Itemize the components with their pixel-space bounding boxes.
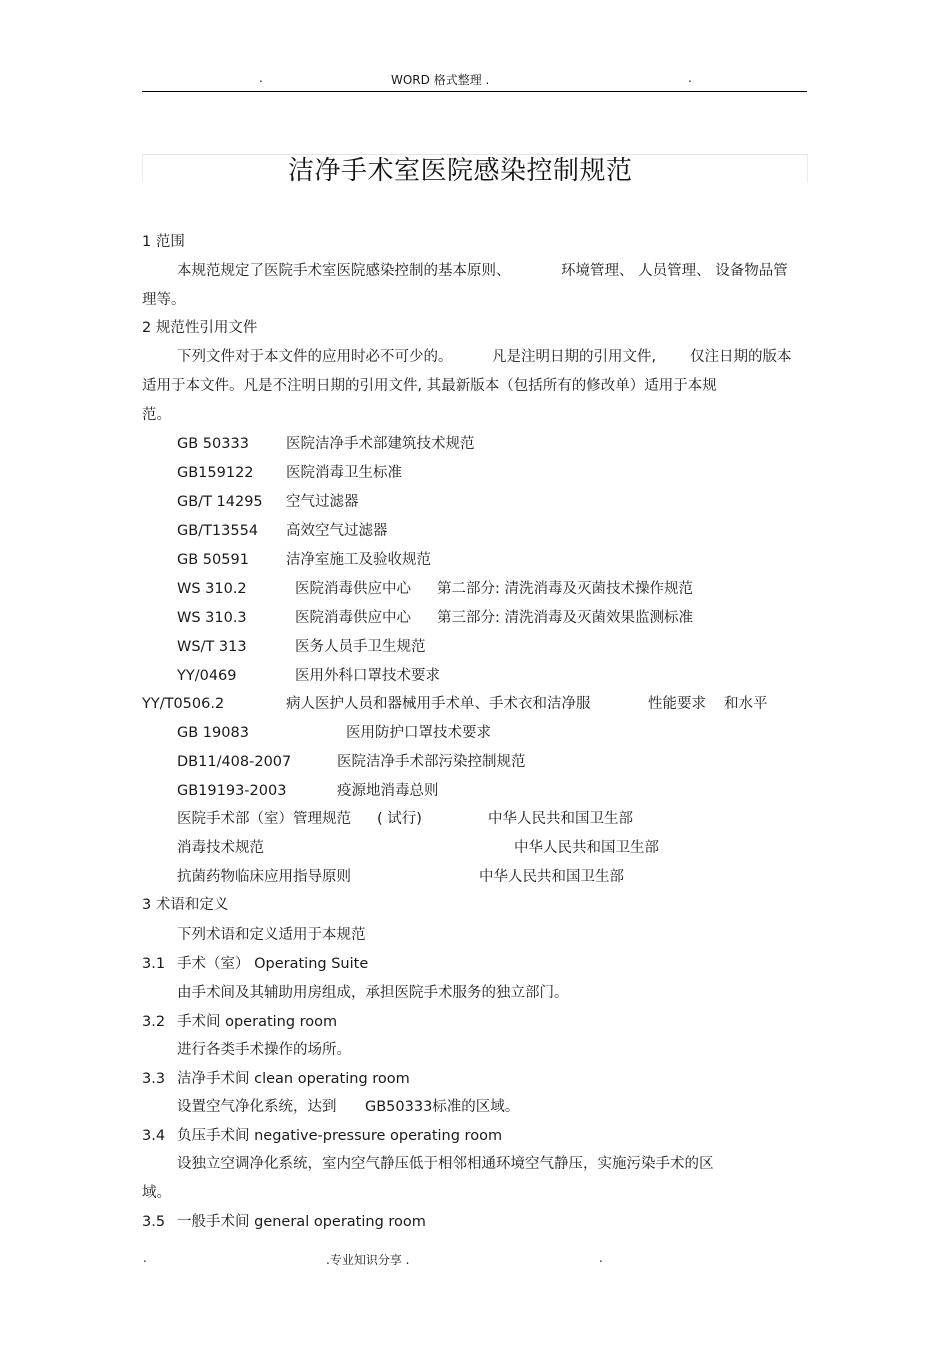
- ref-code: GB 50333: [177, 436, 249, 452]
- section-1-para-line1a: 本规范规定了医院手术室医院感染控制的基本原则、: [177, 263, 511, 279]
- term-definition: 由手术间及其辅助用房组成，承担医院手术服务的独立部门。: [177, 985, 569, 1001]
- term-definition: 进行各类手术操作的场所。: [177, 1042, 351, 1058]
- header-left-dot: .: [259, 71, 263, 85]
- ref-code: YY/0469: [177, 668, 237, 684]
- ref-code: YY/T0506.2: [142, 696, 225, 712]
- footer-right-dot: .: [599, 1251, 603, 1265]
- term-definition-cont: 域。: [142, 1185, 171, 1201]
- ref-name: 医院消毒供应中心: [295, 610, 411, 626]
- ref-name: ( 试行): [377, 811, 422, 827]
- ref-code: GB 19083: [177, 725, 249, 741]
- section-1-heading: 1 范围: [142, 234, 185, 250]
- document-title: 洁净手术室医院感染控制规范: [288, 156, 633, 186]
- ref-code: WS 310.2: [177, 581, 247, 597]
- term-definition: 设独立空调净化系统，室内空气静压低于相邻相通环境空气静压，实施污染手术的区: [177, 1156, 714, 1172]
- term-title: 洁净手术间 clean operating room: [177, 1071, 410, 1087]
- ref-code: GB/T 14295: [177, 494, 263, 510]
- term-number: 3.2: [142, 1014, 166, 1030]
- section-1-para-line1b: 环境管理、 人员管理、 设备物品管: [561, 263, 788, 279]
- section-2-para-line2: 适用于本文件。凡是不注明日期的引用文件, 其最新版本（包括所有的修改单）适用于本规: [142, 378, 717, 394]
- ref-code: GB19193-2003: [177, 783, 287, 799]
- section-2-heading: 2 规范性引用文件: [142, 320, 258, 336]
- header-right-dot: .: [688, 71, 692, 85]
- ref-name: 疫源地消毒总则: [337, 783, 439, 799]
- ref-code: 抗菌药物临床应用指导原则: [177, 869, 351, 885]
- ref-extra: 第二部分: 清洗消毒及灭菌技术操作规范: [437, 581, 693, 597]
- term-number: 3.1: [142, 956, 166, 972]
- term-number: 3.5: [142, 1214, 166, 1230]
- section-2-para-line1c: 仅注日期的版本: [690, 349, 792, 365]
- ref-extra: 中华人民共和国卫生部: [488, 811, 633, 827]
- term-definition-cont: GB50333标准的区域。: [365, 1099, 520, 1115]
- term-number: 3.3: [142, 1071, 166, 1087]
- ref-code: WS/T 313: [177, 639, 247, 655]
- header-rule: [142, 91, 807, 92]
- ref-extra: 第三部分: 清洗消毒及灭菌效果监测标准: [437, 610, 693, 626]
- section-2-para-line3: 范。: [142, 407, 171, 423]
- term-title: 负压手术间 negative-pressure operating room: [177, 1128, 503, 1144]
- term-definition: 设置空气净化系统，达到: [177, 1099, 337, 1115]
- term-title: 手术（室） Operating Suite: [177, 956, 369, 972]
- footer-text: .专业知识分享 .: [326, 1253, 410, 1267]
- ref-extra: 中华人民共和国卫生部: [514, 840, 659, 856]
- ref-code: DB11/408-2007: [177, 754, 292, 770]
- ref-name: 高效空气过滤器: [286, 523, 388, 539]
- ref-code: GB 50591: [177, 552, 249, 568]
- term-title: 一般手术间 general operating room: [177, 1214, 426, 1230]
- ref-name: 空气过滤器: [286, 494, 359, 510]
- ref-extra: 性能要求: [648, 696, 706, 712]
- ref-name: 医院消毒卫生标准: [286, 465, 402, 481]
- ref-extra: 和水平: [724, 696, 768, 712]
- footer-left-dot: .: [143, 1251, 147, 1265]
- ref-code: 医院手术部（室）管理规范: [177, 811, 351, 827]
- term-title: 手术间 operating room: [177, 1014, 338, 1030]
- ref-code: WS 310.3: [177, 610, 247, 626]
- section-3-intro: 下列术语和定义适用于本规范: [177, 927, 366, 943]
- header-title: WORD 格式整理 .: [391, 73, 490, 87]
- section-1-para-line2: 理等。: [142, 292, 186, 308]
- ref-name: 病人医护人员和器械用手术单、手术衣和洁净服: [286, 696, 591, 712]
- ref-name: 医院消毒供应中心: [295, 581, 411, 597]
- ref-name: 医院洁净手术部建筑技术规范: [286, 436, 475, 452]
- term-number: 3.4: [142, 1128, 166, 1144]
- ref-name: 医用外科口罩技术要求: [295, 668, 440, 684]
- ref-code: 消毒技术规范: [177, 840, 264, 856]
- section-2-para-line1a: 下列文件对于本文件的应用时必不可少的。: [177, 349, 453, 365]
- ref-code: GB159122: [177, 465, 254, 481]
- ref-code: GB/T13554: [177, 523, 259, 539]
- ref-name: 医院洁净手术部污染控制规范: [337, 754, 526, 770]
- ref-name: 医用防护口罩技术要求: [346, 725, 491, 741]
- section-3-heading: 3 术语和定义: [142, 897, 229, 913]
- ref-extra: 中华人民共和国卫生部: [479, 869, 624, 885]
- section-2-para-line1b: 凡是注明日期的引用文件,: [492, 349, 657, 365]
- ref-name: 洁净室施工及验收规范: [286, 552, 431, 568]
- ref-name: 医务人员手卫生规范: [295, 639, 426, 655]
